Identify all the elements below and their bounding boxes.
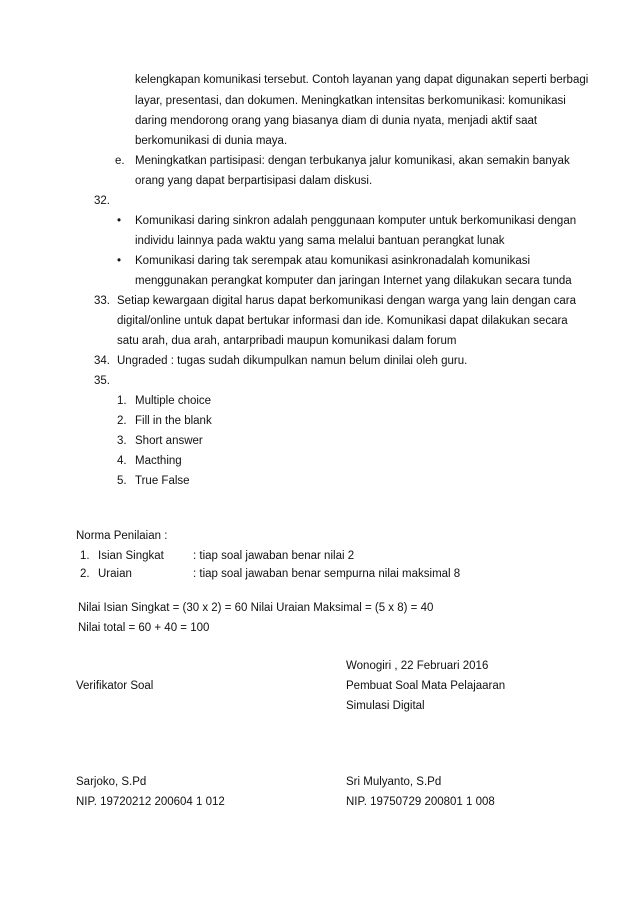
q33-line: Setiap kewargaan digital harus dapat berkomunikasi dengan warga yang lain dengan cara bbox=[117, 295, 577, 307]
item-d-line: layar, presentasi, dan dokumen. Meningkatkan intensitas berkomunikasi: komunikasi bbox=[135, 95, 566, 107]
q35-item-number: 5. bbox=[117, 475, 127, 487]
q32-bullet-line: Komunikasi daring sinkron adalah penggunaan komputer untuk berkomunikasi dengan bbox=[135, 215, 577, 227]
q32-bullet-line: menggunakan perangkat komputer dan jaringan Internet yang dilakukan secara tunda bbox=[135, 275, 572, 287]
q35-item-number: 2. bbox=[117, 415, 127, 427]
verifier-nip: NIP. 19720212 200604 1 012 bbox=[76, 796, 225, 808]
verifier-role: Verifikator Soal bbox=[76, 680, 154, 692]
q35-item-text: Short answer bbox=[135, 435, 203, 447]
q32-bullet-line: Komunikasi daring tak serempak atau komunikasi asinkronadalah komunikasi bbox=[135, 255, 531, 267]
verifier-name: Sarjoko, S.Pd bbox=[76, 776, 147, 788]
question-34-number: 34. bbox=[94, 355, 110, 367]
place-date: Wonogiri , 22 Februari 2016 bbox=[346, 660, 489, 672]
item-d-line: daring mendorong orang yang biasanya diam di dunia nyata, menjadi aktif saat bbox=[135, 115, 538, 127]
question-32-number: 32. bbox=[94, 195, 110, 207]
q35-item-text: True False bbox=[135, 475, 190, 487]
q33-line: digital/online untuk dapat bertukar informasi dan ide. Komunikasi dapat dilakukan secara bbox=[117, 315, 568, 327]
question-35-number: 35. bbox=[94, 375, 110, 387]
norma-row-desc: : tiap soal jawaban benar nilai 2 bbox=[193, 550, 355, 562]
item-e-line: Meningkatkan partisipasi: dengan terbukanya jalur komunikasi, akan semakin banyak bbox=[135, 155, 570, 167]
question-33-number: 33. bbox=[94, 295, 110, 307]
item-d-line: kelengkapan komunikasi tersebut. Contoh layanan yang dapat digunakan seperti berbagi bbox=[135, 74, 589, 86]
score-calculation: Nilai Isian Singkat = (30 x 2) = 60 Nilai Uraian Maksimal = (5 x 8) = 40 bbox=[78, 602, 434, 614]
item-e-marker: e. bbox=[115, 155, 125, 167]
author-role-subject: Simulasi Digital bbox=[346, 700, 425, 712]
norma-row-number: 2. bbox=[80, 568, 90, 580]
norma-row-desc: : tiap soal jawaban benar sempurna nilai maksimal 8 bbox=[193, 568, 461, 580]
q35-item-text: Macthing bbox=[135, 455, 182, 467]
norma-row-number: 1. bbox=[80, 550, 90, 562]
q35-item-number: 4. bbox=[117, 455, 127, 467]
author-role: Pembuat Soal Mata Pelajaaran bbox=[346, 680, 506, 692]
author-nip: NIP. 19750729 200801 1 008 bbox=[346, 796, 495, 808]
q32-bullet-line: individu lainnya pada waktu yang sama melalui bantuan perangkat lunak bbox=[135, 235, 505, 247]
item-e-line: orang yang dapat berpartisipasi dalam diskusi. bbox=[135, 175, 373, 187]
q33-line: satu arah, dua arah, antarpribadi maupun komunikasi dalam forum bbox=[117, 335, 457, 347]
q35-item-text: Fill in the blank bbox=[135, 415, 212, 427]
q35-item-number: 1. bbox=[117, 395, 127, 407]
norma-row-label: Isian Singkat bbox=[98, 550, 164, 562]
q35-item-text: Multiple choice bbox=[135, 395, 212, 407]
score-total: Nilai total = 60 + 40 = 100 bbox=[78, 622, 210, 634]
author-name: Sri Mulyanto, S.Pd bbox=[346, 776, 442, 788]
q34-text: Ungraded : tugas sudah dikumpulkan namun belum dinilai oleh guru. bbox=[117, 355, 468, 367]
norma-title: Norma Penilaian : bbox=[76, 530, 168, 542]
norma-row-label: Uraian bbox=[98, 568, 132, 580]
item-d-line: berkomunikasi di dunia maya. bbox=[135, 135, 288, 147]
bullet-icon: • bbox=[117, 215, 122, 227]
q35-item-number: 3. bbox=[117, 435, 127, 447]
bullet-icon: • bbox=[117, 255, 122, 267]
